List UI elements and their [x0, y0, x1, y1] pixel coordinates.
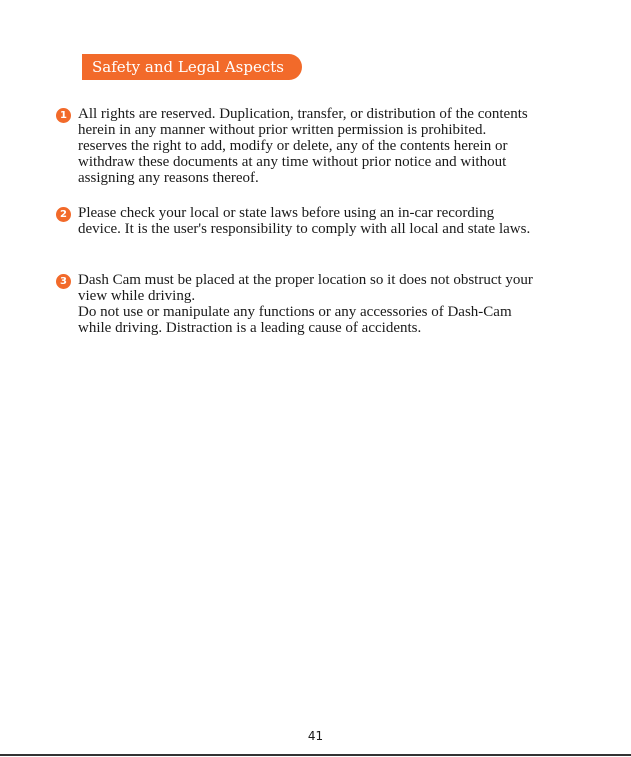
item-text: All rights are reserved. Duplication, transfer, or distribution of the contents herein in any manner without prior written permission is prohibited. reserves the right to add, modify or delete, any of the contents herein or withdraw these documents at any time without prior notice and without assigning any reasons thereof.	[78, 106, 528, 186]
item-text: Dash Cam must be placed at the proper location so it does not obstruct your view while driving.	[78, 272, 533, 304]
list-item	[78, 106, 538, 186]
item-number-badge: 2	[56, 207, 71, 222]
item-number-badge: 3	[56, 274, 71, 289]
list-item	[78, 205, 538, 237]
item-text: Do not use or manipulate any functions or any accessories of Dash-Cam while driving. Distraction is a leading cause of accidents.	[78, 304, 512, 336]
section-title: Safety and Legal Aspects	[82, 54, 302, 80]
page-number: 41	[307, 729, 324, 743]
item-text: Please check your local or state laws before using an in-car recording device. It is the user's responsibility to comply with all local and state laws.	[78, 205, 531, 237]
item-number-badge: 1	[56, 108, 71, 123]
bottom-divider	[0, 754, 631, 756]
list-item	[78, 272, 538, 336]
